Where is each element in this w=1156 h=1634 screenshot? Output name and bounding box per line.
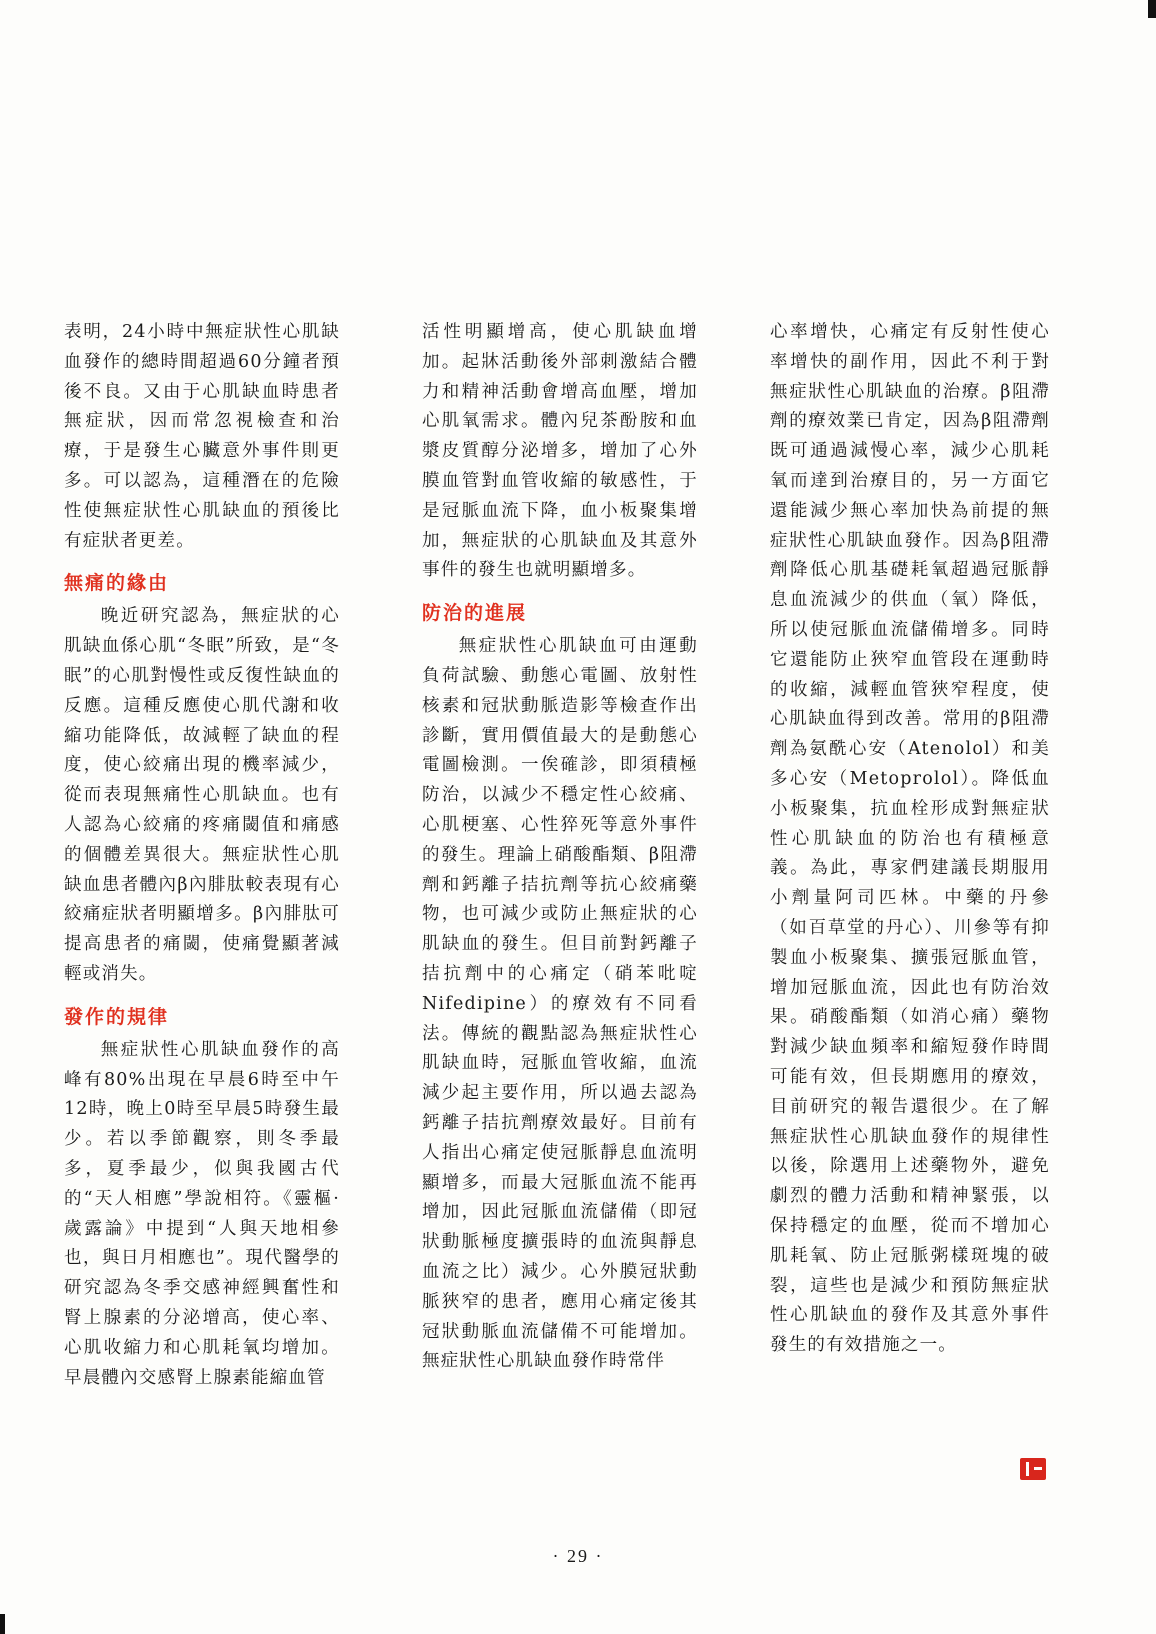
paragraph: 表明，24小時中無症狀性心肌缺血發作的總時間超過60分鐘者預後不良。又由于心肌缺血時患者無症狀，因而常忽視檢查和治療，于是發生心臟意外事件則更多。可以認為，這種潛在的危險性使無症狀性心肌缺血的預後比有症狀者更差。 [64,322,340,551]
paragraph: 晚近研究認為，無症狀的心肌缺血係心肌“冬眠”所致，是“冬眠”的心肌對慢性或反復性缺血的反應。這種反應使心肌代謝和收縮功能降低，故減輕了缺血的程度，使心絞痛出現的機率減少，從而表現無痛性心肌缺血。也有人認為心絞痛的疼痛閾值和痛感的個體差異很大。無症狀性心肌缺血患者體內β內腓肽較表現有心絞痛症狀者明顯增多。β內腓肽可提高患者的痛閾，使痛覺顯著減輕或消失。 [64,606,340,984]
right-column [770,318,1050,1361]
scan-edge-mark [1148,0,1156,18]
middle-column [422,318,698,1377]
paragraph: 無症狀性心肌缺血可由運動負荷試驗、動態心電圖、放射性核素和冠狀動脈造影等檢查作出診斷，實用價值最大的是動態心電圖檢測。一俟確診，即須積極防治，以減少不穩定性心絞痛、心肌梗塞、心性猝死等意外事件的發生。理論上硝酸酯類、β阻滯劑和鈣離子拮抗劑等抗心絞痛藥物，也可減少或防止無症狀的心肌缺血的發生。但目前對鈣離子拮抗劑中的心痛定（硝苯吡啶Nifedipine）的療效有不同看法。傳統的觀點認為無症狀性心肌缺血時，冠脈血管收縮，血流減少起主要作用，所以過去認為鈣離子拮抗劑療效最好。目前有人指出心痛定使冠脈靜息血流明顯增多，而最大冠脈血流不能再增加，因此冠脈血流儲備（即冠狀動脈極度擴張時的血流與靜息血流之比）減少。心外膜冠狀動脈狹窄的患者，應用心痛定後其冠狀動脈血流儲備不可能增加。無症狀性心肌缺血發作時常伴 [422,636,698,1372]
end-mark-icon [1020,1458,1046,1480]
paragraph: 心率增快，心痛定有反射性使心率增快的副作用，因此不利于對無症狀性心肌缺血的治療。β阻滯劑的療效業已肯定，因為β阻滯劑既可通過減慢心率，減少心肌耗氧而達到治療目的，另一方面它還能減少無心率加快為前提的無症狀性心肌缺血發作。因為β阻滯劑降低心肌基礎耗氧超過冠脈靜息血流減少的供血（氧）降低，所以使冠脈血流儲備增多。同時它還能防止狹窄血管段在運動時的收縮，減輕血管狹窄程度，使心肌缺血得到改善。常用的β阻滯劑為氨酰心安（Atenolol）和美多心安（Metoprolol）。降低血小板聚集，抗血栓形成對無症狀性心肌缺血的防治也有積極意義。為此，專家們建議長期服用小劑量阿司匹林。中藥的丹參（如百草堂的丹心）、川參等有抑製血小板聚集、擴張冠脈血管，增加冠脈血流，因此也有防治效果。硝酸酯類（如消心痛）藥物對減少缺血頻率和縮短發作時間可能有效，但長期應用的療效，目前研究的報告還很少。在了解無症狀性心肌缺血發作的規律性以後，除選用上述藥物外，避免劇烈的體力活動和精神緊張，以保持穩定的血壓，從而不增加心肌耗氧、防止冠脈粥樣斑塊的破裂，這些也是減少和預防無症狀性心肌缺血的發作及其意外事件發生的有效措施之一。 [770,322,1050,1356]
section-heading: 無痛的緣由 [64,572,170,595]
paragraph: 無症狀性心肌缺血發作的高峰有80%出現在早晨6時至中午12時，晚上0時至早晨5時發生最少。若以季節觀察，則冬季最多，夏季最少，似與我國古代的“天人相應”學說相符。《靈樞·歲露論》中提到“人與天地相參也，與日月相應也”。現代醫學的研究認為冬季交感神經興奮性和腎上腺素的分泌增高，使心率、心肌收縮力和心肌耗氧均增加。早晨體內交感腎上腺素能縮血管 [64,1039,340,1388]
section-heading: 防治的進展 [422,602,528,625]
section-heading: 發作的規律 [64,1005,170,1028]
scan-edge-mark [0,1614,5,1634]
paragraph: 活性明顯增高，使心肌缺血增加。起牀活動後外部刺激結合體力和精神活動會增高血壓，增加心肌氧需求。體內兒茶酚胺和血漿皮質醇分泌增多，增加了心外膜血管對血管收縮的敏感性，于是冠脈血流下降，血小板聚集增加，無症狀的心肌缺血及其意外事件的發生也就明顯增多。 [422,322,698,581]
left-column [64,318,340,1393]
page-number: · 29 · [552,1546,604,1566]
